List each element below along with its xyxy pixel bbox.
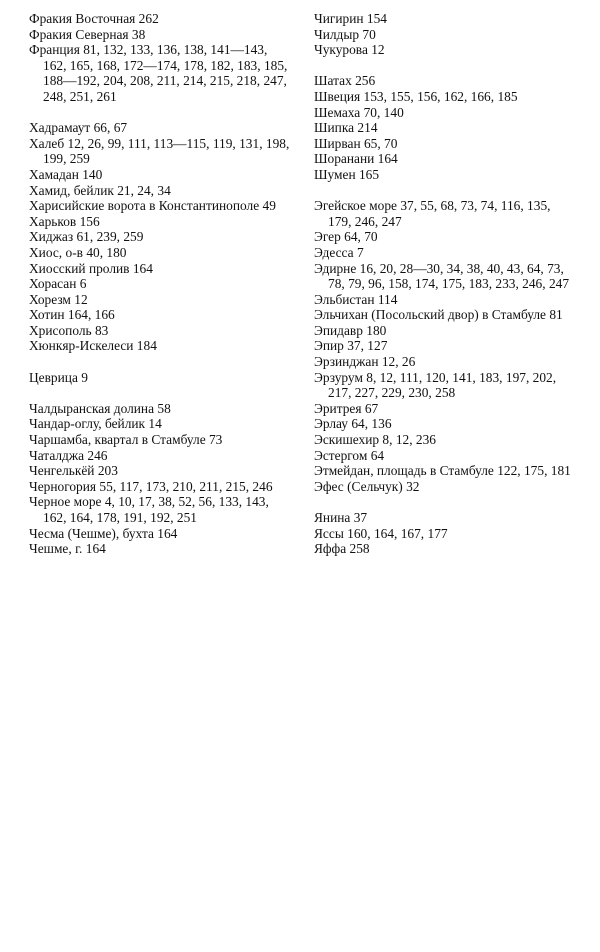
index-entry: Чукурова 12 (314, 42, 385, 58)
index-group (29, 120, 291, 354)
index-group (314, 73, 576, 182)
index-entry: Шипка 214 (314, 120, 378, 136)
index-entry: Эдирне 16, 20, 28—30, 34, 38, 40, 43, 64, 73, 78, 79, 96, 158, 174, 175, 183, 233, 246, 247 (314, 260, 570, 292)
index-entry: Чаталджа 246 (29, 447, 108, 463)
index-entry: Чилдыр 70 (314, 26, 376, 42)
index-group (314, 198, 576, 494)
index-group (314, 11, 576, 58)
index-entry: Хрисополь 83 (29, 322, 109, 338)
index-entry: Чалдыранская долина 58 (29, 400, 171, 416)
index-entry: Эльбистан 114 (314, 291, 398, 307)
index-entry: Эльчихан (Посольский двор) в Стамбуле 81 (314, 307, 563, 323)
index-entry: Чандар-оглу, бейлик 14 (29, 416, 162, 432)
index-entry: Харисийские ворота в Константинополе 49 (29, 198, 276, 214)
index-entry: Хамид, бейлик 21, 24, 34 (29, 182, 171, 198)
index-entry: Эскишехир 8, 12, 236 (314, 432, 436, 448)
index-entry: Эрзурум 8, 12, 111, 120, 141, 183, 197, 202, 217, 227, 229, 230, 258 (314, 369, 557, 401)
index-entry: Халеб 12, 26, 99, 111, 113—115, 119, 131, 198, 199, 259 (29, 135, 290, 167)
index-entry: Хюнкяр-Искелеси 184 (29, 338, 157, 354)
index-entry: Хадрамаут 66, 67 (29, 120, 128, 136)
index-entry: Шумен 165 (314, 166, 380, 182)
index-entry: Хотин 164, 166 (29, 307, 115, 323)
index-column-right (314, 11, 576, 557)
index-entry: Чешме, г. 164 (29, 541, 106, 557)
index-entry: Хорасан 6 (29, 276, 87, 292)
index-entry: Ширван 65, 70 (314, 135, 398, 151)
index-entry: Яффа 258 (314, 541, 370, 557)
index-entry: Шатах 256 (314, 73, 376, 89)
index-entry: Янина 37 (314, 510, 368, 525)
index-entry: Эритрея 67 (314, 400, 379, 416)
index-entry: Черногория 55, 117, 173, 210, 211, 215, 246 (29, 478, 273, 494)
index-entry: Эстергом 64 (314, 447, 385, 463)
index-entry: Шоранани 164 (314, 151, 398, 167)
index-entry: Фракия Восточная 262 (29, 11, 159, 26)
index-entry: Цеврица 9 (29, 369, 88, 385)
index-entry: Хиджаз 61, 239, 259 (29, 229, 144, 245)
index-entry: Яссы 160, 164, 167, 177 (314, 525, 448, 541)
index-entry: Чесма (Чешме), бухта 164 (29, 525, 178, 541)
index-group (29, 370, 291, 386)
index-entry: Эрзинджан 12, 26 (314, 354, 416, 370)
index-entry: Хиосский пролив 164 (29, 260, 153, 276)
index-group (29, 11, 291, 105)
index-column-left (29, 11, 291, 557)
index-entry: Этмейдан, площадь в Стамбуле 122, 175, 181 (314, 463, 571, 479)
index-entry: Эгер 64, 70 (314, 229, 378, 245)
index-entry: Швеция 153, 155, 156, 162, 166, 185 (314, 88, 518, 104)
index-entry: Чигирин 154 (314, 11, 387, 26)
index-entry: Черное море 4, 10, 17, 38, 52, 56, 133, 143, 162, 164, 178, 191, 192, 251 (29, 494, 269, 525)
index-entry: Эфес (Сельчук) 32 (314, 478, 420, 494)
index-entry: Франция 81, 132, 133, 136, 138, 141—143, 162, 165, 168, 172—174, 178, 182, 183, 185, 188—192, 204, 208, 211, 214, 215, 218, 247, 248, 251, 261 (29, 42, 288, 104)
index-entry: Эпидавр 180 (314, 322, 387, 338)
index-group (314, 510, 576, 557)
index-entry: Хорезм 12 (29, 291, 88, 307)
index-entry: Фракия Северная 38 (29, 26, 146, 42)
index-entry: Эгейское море 37, 55, 68, 73, 74, 116, 135, 179, 246, 247 (314, 198, 551, 229)
index-entry: Ченгелькёй 203 (29, 463, 118, 479)
index-entry: Хамадан 140 (29, 166, 103, 182)
index-entry: Чаршамба, квартал в Стамбуле 73 (29, 432, 223, 448)
index-entry: Харьков 156 (29, 213, 100, 229)
index-entry: Эрлау 64, 136 (314, 416, 392, 432)
index-entry: Хиос, о-в 40, 180 (29, 244, 127, 260)
index-entry: Шемаха 70, 140 (314, 104, 404, 120)
index-entry: Эпир 37, 127 (314, 338, 388, 354)
index-entry: Эдесса 7 (314, 244, 364, 260)
index-group (29, 401, 291, 557)
